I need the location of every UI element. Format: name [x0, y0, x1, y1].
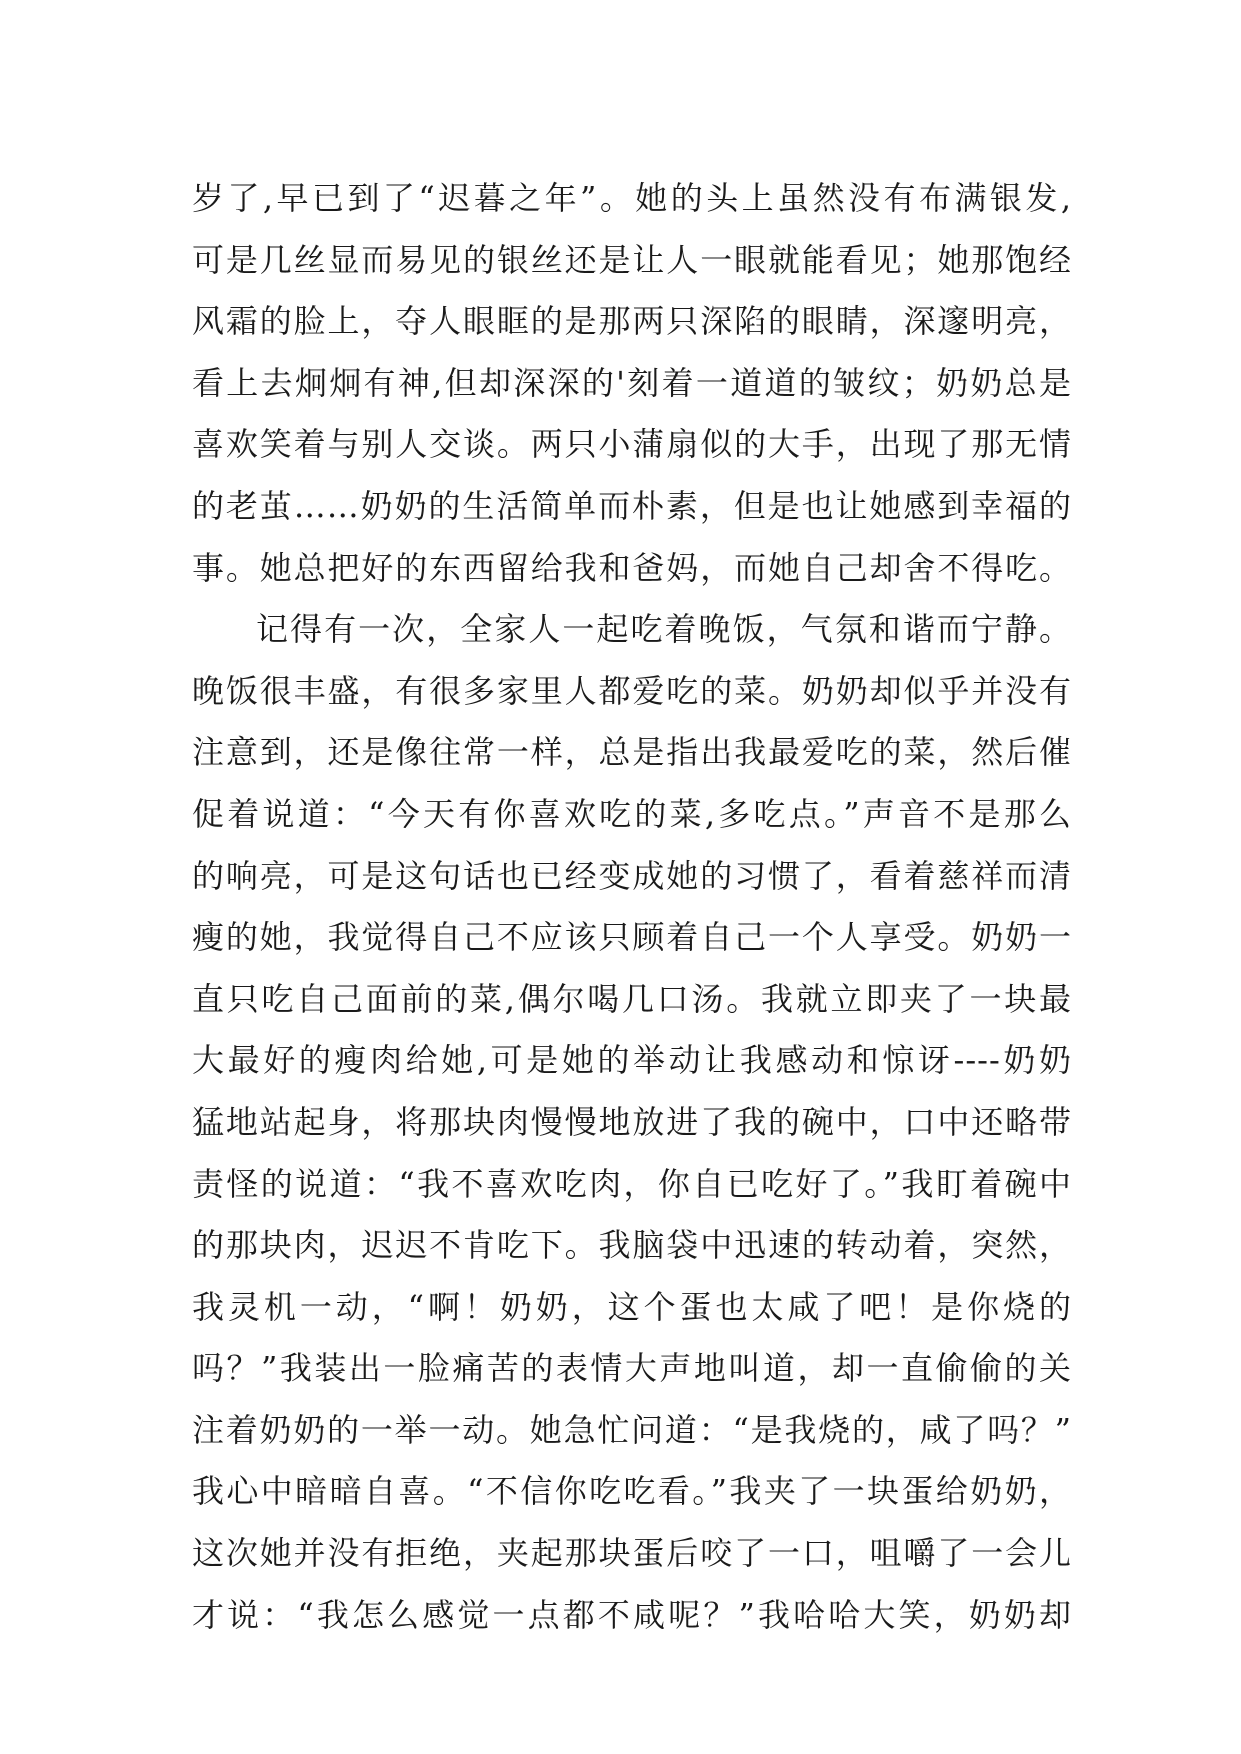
text-line: 的那块肉，迟迟不肯吃下。我脑袋中迅速的转动着，突然，: [192, 1226, 1072, 1265]
text-line: 事。她总把好的东西留给我和爸妈，而她自己却舍不得吃。: [192, 548, 1072, 587]
text-line: 吗？”我装出一脸痛苦的表情大声地叫道，却一直偷偷的关: [192, 1349, 1072, 1388]
body-text: [192, 168, 1072, 1646]
text-line: 风霜的脸上，夺人眼眶的是那两只深陷的眼睛，深邃明亮，: [192, 302, 1072, 341]
text-line: 促着说道：“今天有你喜欢吃的菜,多吃点。”声音不是那么: [192, 794, 1072, 833]
text-line: 瘦的她，我觉得自己不应该只顾着自己一个人享受。奶奶一: [192, 918, 1072, 957]
text-line: 注着奶奶的一举一动。她急忙问道：“是我烧的，咸了吗？”: [192, 1410, 1072, 1449]
text-line: 看上去炯炯有神,但却深深的'刻着一道道的皱纹；奶奶总是: [192, 363, 1072, 402]
text-line: 才说：“我怎么感觉一点都不咸呢？”我哈哈大笑，奶奶却: [192, 1595, 1072, 1634]
text-line: 我心中暗暗自喜。“不信你吃吃看。”我夹了一块蛋给奶奶，: [192, 1472, 1072, 1511]
text-line: 猛地站起身，将那块肉慢慢地放进了我的碗中，口中还略带: [192, 1102, 1072, 1141]
text-line: 注意到，还是像往常一样，总是指出我最爱吃的菜，然后催: [192, 733, 1072, 772]
text-line: 这次她并没有拒绝，夹起那块蛋后咬了一口，咀嚼了一会儿: [192, 1534, 1072, 1573]
text-line: 岁了,早已到了“迟暮之年”。她的头上虽然没有布满银发,: [192, 179, 1072, 217]
text-line: 我灵机一动，“啊！奶奶，这个蛋也太咸了吧！是你烧的: [192, 1287, 1072, 1326]
text-line: 记得有一次，全家人一起吃着晚饭，气氛和谐而宁静。: [256, 610, 1072, 649]
text-line: 的响亮，可是这句话也已经变成她的习惯了，看着慈祥而清: [192, 856, 1072, 895]
text-line: 大最好的瘦肉给她,可是她的举动让我感动和惊讶----奶奶: [192, 1041, 1072, 1080]
text-line: 责怪的说道：“我不喜欢吃肉，你自已吃好了。”我盯着碗中: [192, 1164, 1072, 1203]
text-line: 晚饭很丰盛，有很多家里人都爱吃的菜。奶奶却似乎并没有: [192, 671, 1072, 710]
text-line: 喜欢笑着与别人交谈。两只小蒲扇似的大手，出现了那无情: [192, 425, 1072, 464]
text-line: 的老茧……奶奶的生活简单而朴素，但是也让她感到幸福的: [192, 486, 1072, 525]
text-line: 直只吃自己面前的菜,偶尔喝几口汤。我就立即夹了一块最: [192, 979, 1072, 1018]
text-line: 可是几丝显而易见的银丝还是让人一眼就能看见；她那饱经: [192, 240, 1072, 279]
